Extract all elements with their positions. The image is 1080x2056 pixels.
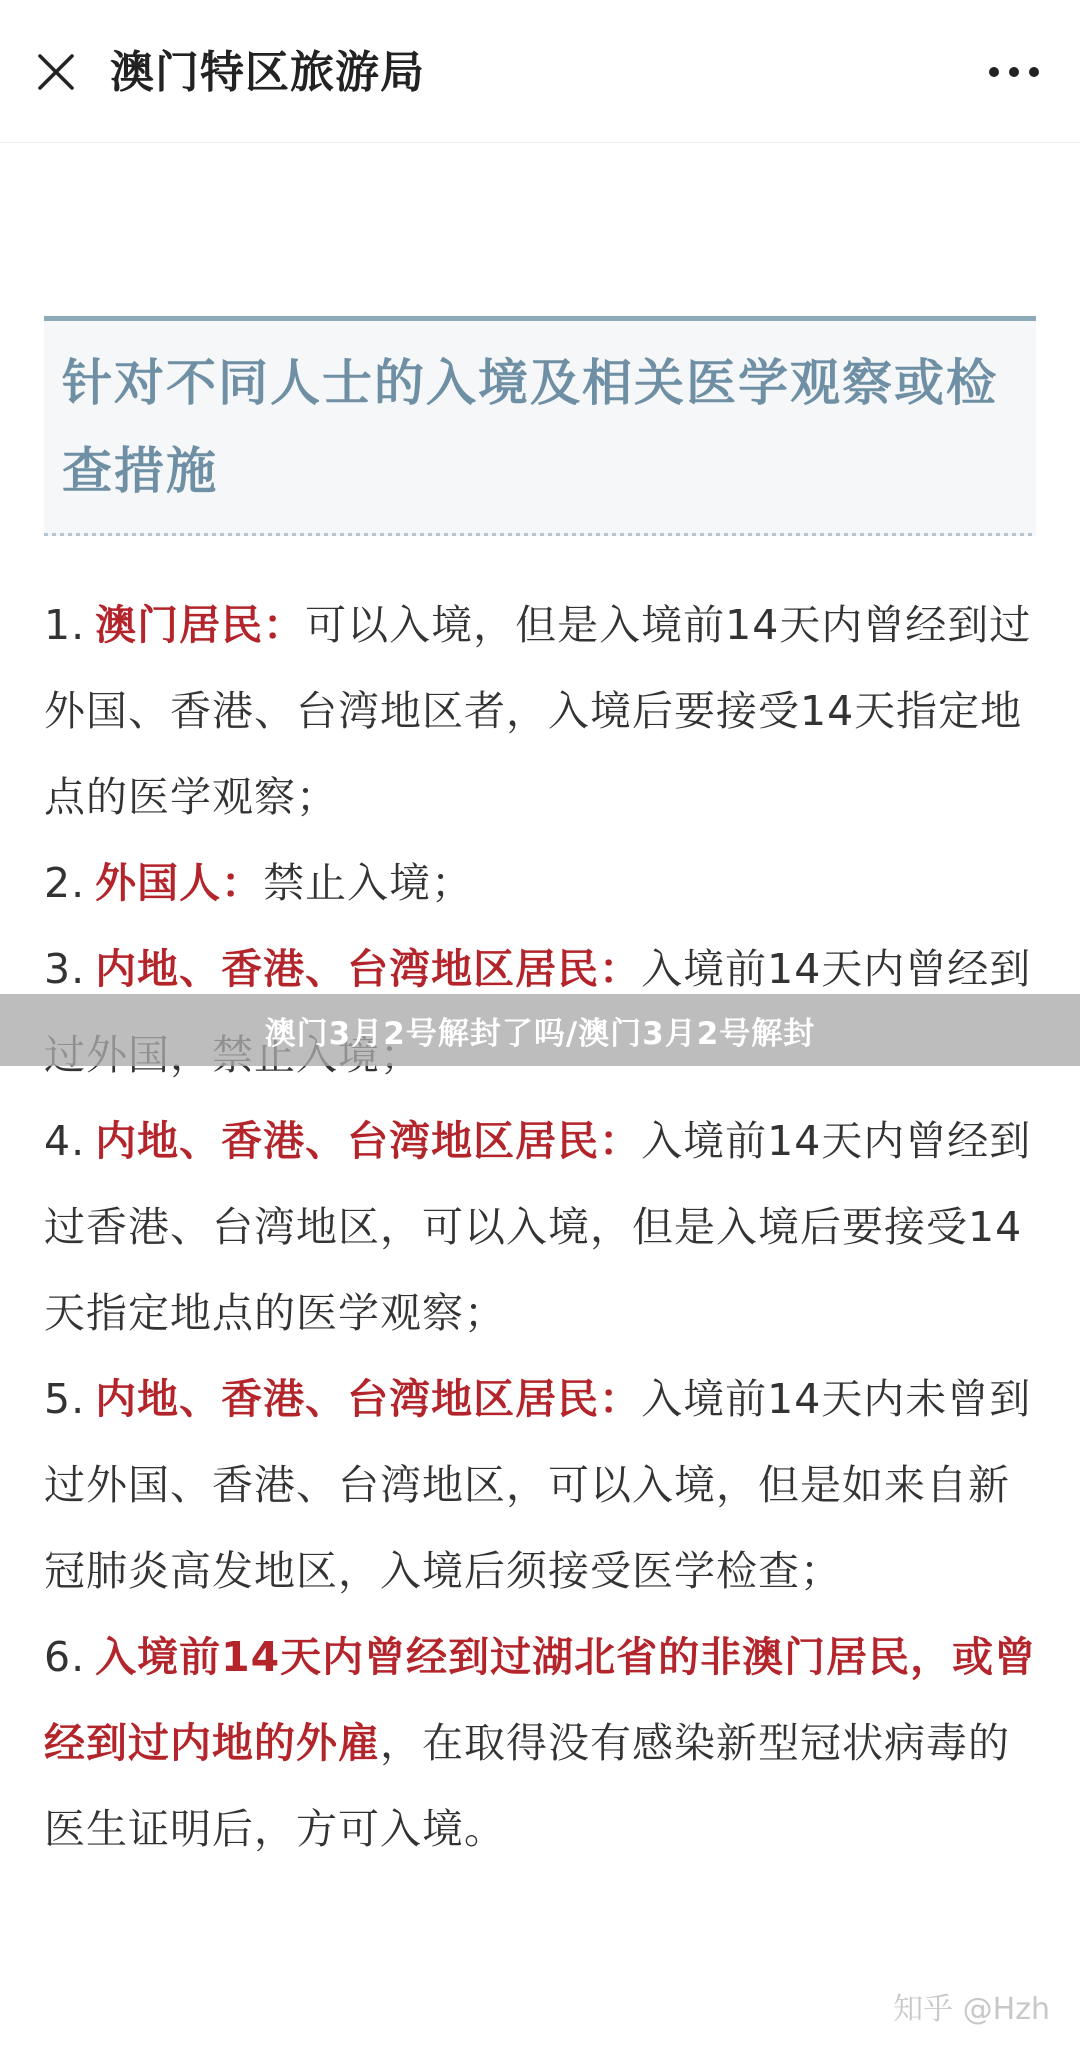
- list-item: [44, 1098, 1044, 1356]
- item-number: 3.: [44, 945, 86, 993]
- item-number: 4.: [44, 1117, 86, 1165]
- item-number: 6.: [44, 1633, 86, 1681]
- item-lead: 外国人：: [95, 859, 264, 907]
- item-text: 禁止入境；: [263, 859, 474, 907]
- list-item: [44, 840, 1044, 926]
- item-text: 入境前14天内曾经到过香港、台湾地区，可以入境，但是入境后要接受14天指定地点的医学观察；: [44, 1117, 1032, 1337]
- banner-text: 澳门3月2号解封了吗/澳门3月2号解封: [264, 1015, 816, 1052]
- list-item: [44, 1614, 1044, 1872]
- list-item: [44, 1356, 1044, 1614]
- close-icon: [36, 52, 76, 92]
- item-text: 入境前14天内曾经到: [641, 945, 1032, 993]
- top-app-bar: [0, 0, 1080, 143]
- item-lead: 内地、香港、台湾地区居民：: [95, 1375, 642, 1423]
- item-number: 2.: [44, 859, 86, 907]
- article-heading: 针对不同人士的入境及相关医学观察或检查措施: [62, 354, 998, 500]
- item-lead: 内地、香港、台湾地区居民：: [95, 1117, 642, 1165]
- item-text: ，在取得没有感染新型冠状病毒的医生证明后，方可入境。: [44, 1719, 1010, 1853]
- article-body: [44, 582, 1044, 1872]
- item-number: 5.: [44, 1375, 86, 1423]
- more-dots-icon: [984, 67, 1044, 77]
- more-options-button[interactable]: [974, 42, 1054, 102]
- page-title: 澳门特区旅游局: [110, 47, 425, 98]
- list-item: [44, 582, 1044, 840]
- item-lead: 入境前14天内曾经到过湖北省的非澳门居民，或曾经到过内地的外雇: [44, 1633, 1037, 1767]
- watermark: 知乎 @Hzh: [893, 1992, 1050, 2027]
- item-text: 入境前14天内未曾到过外国、香港、台湾地区，可以入境，但是如来自新冠肺炎高发地区，入境后须接受医学检查；: [44, 1375, 1032, 1595]
- item-lead: 内地、香港、台湾地区居民：: [95, 945, 642, 993]
- item-number: 1.: [44, 601, 86, 649]
- overlay-banner: [0, 994, 1080, 1066]
- item-text: 可以入境，但是入境前14天内曾经到过外国、香港、台湾地区者，入境后要接受14天指定地点的医学观察；: [44, 601, 1032, 821]
- item-lead: 澳门居民：: [95, 601, 306, 649]
- article-heading-box: [44, 316, 1036, 536]
- close-button[interactable]: [26, 42, 86, 102]
